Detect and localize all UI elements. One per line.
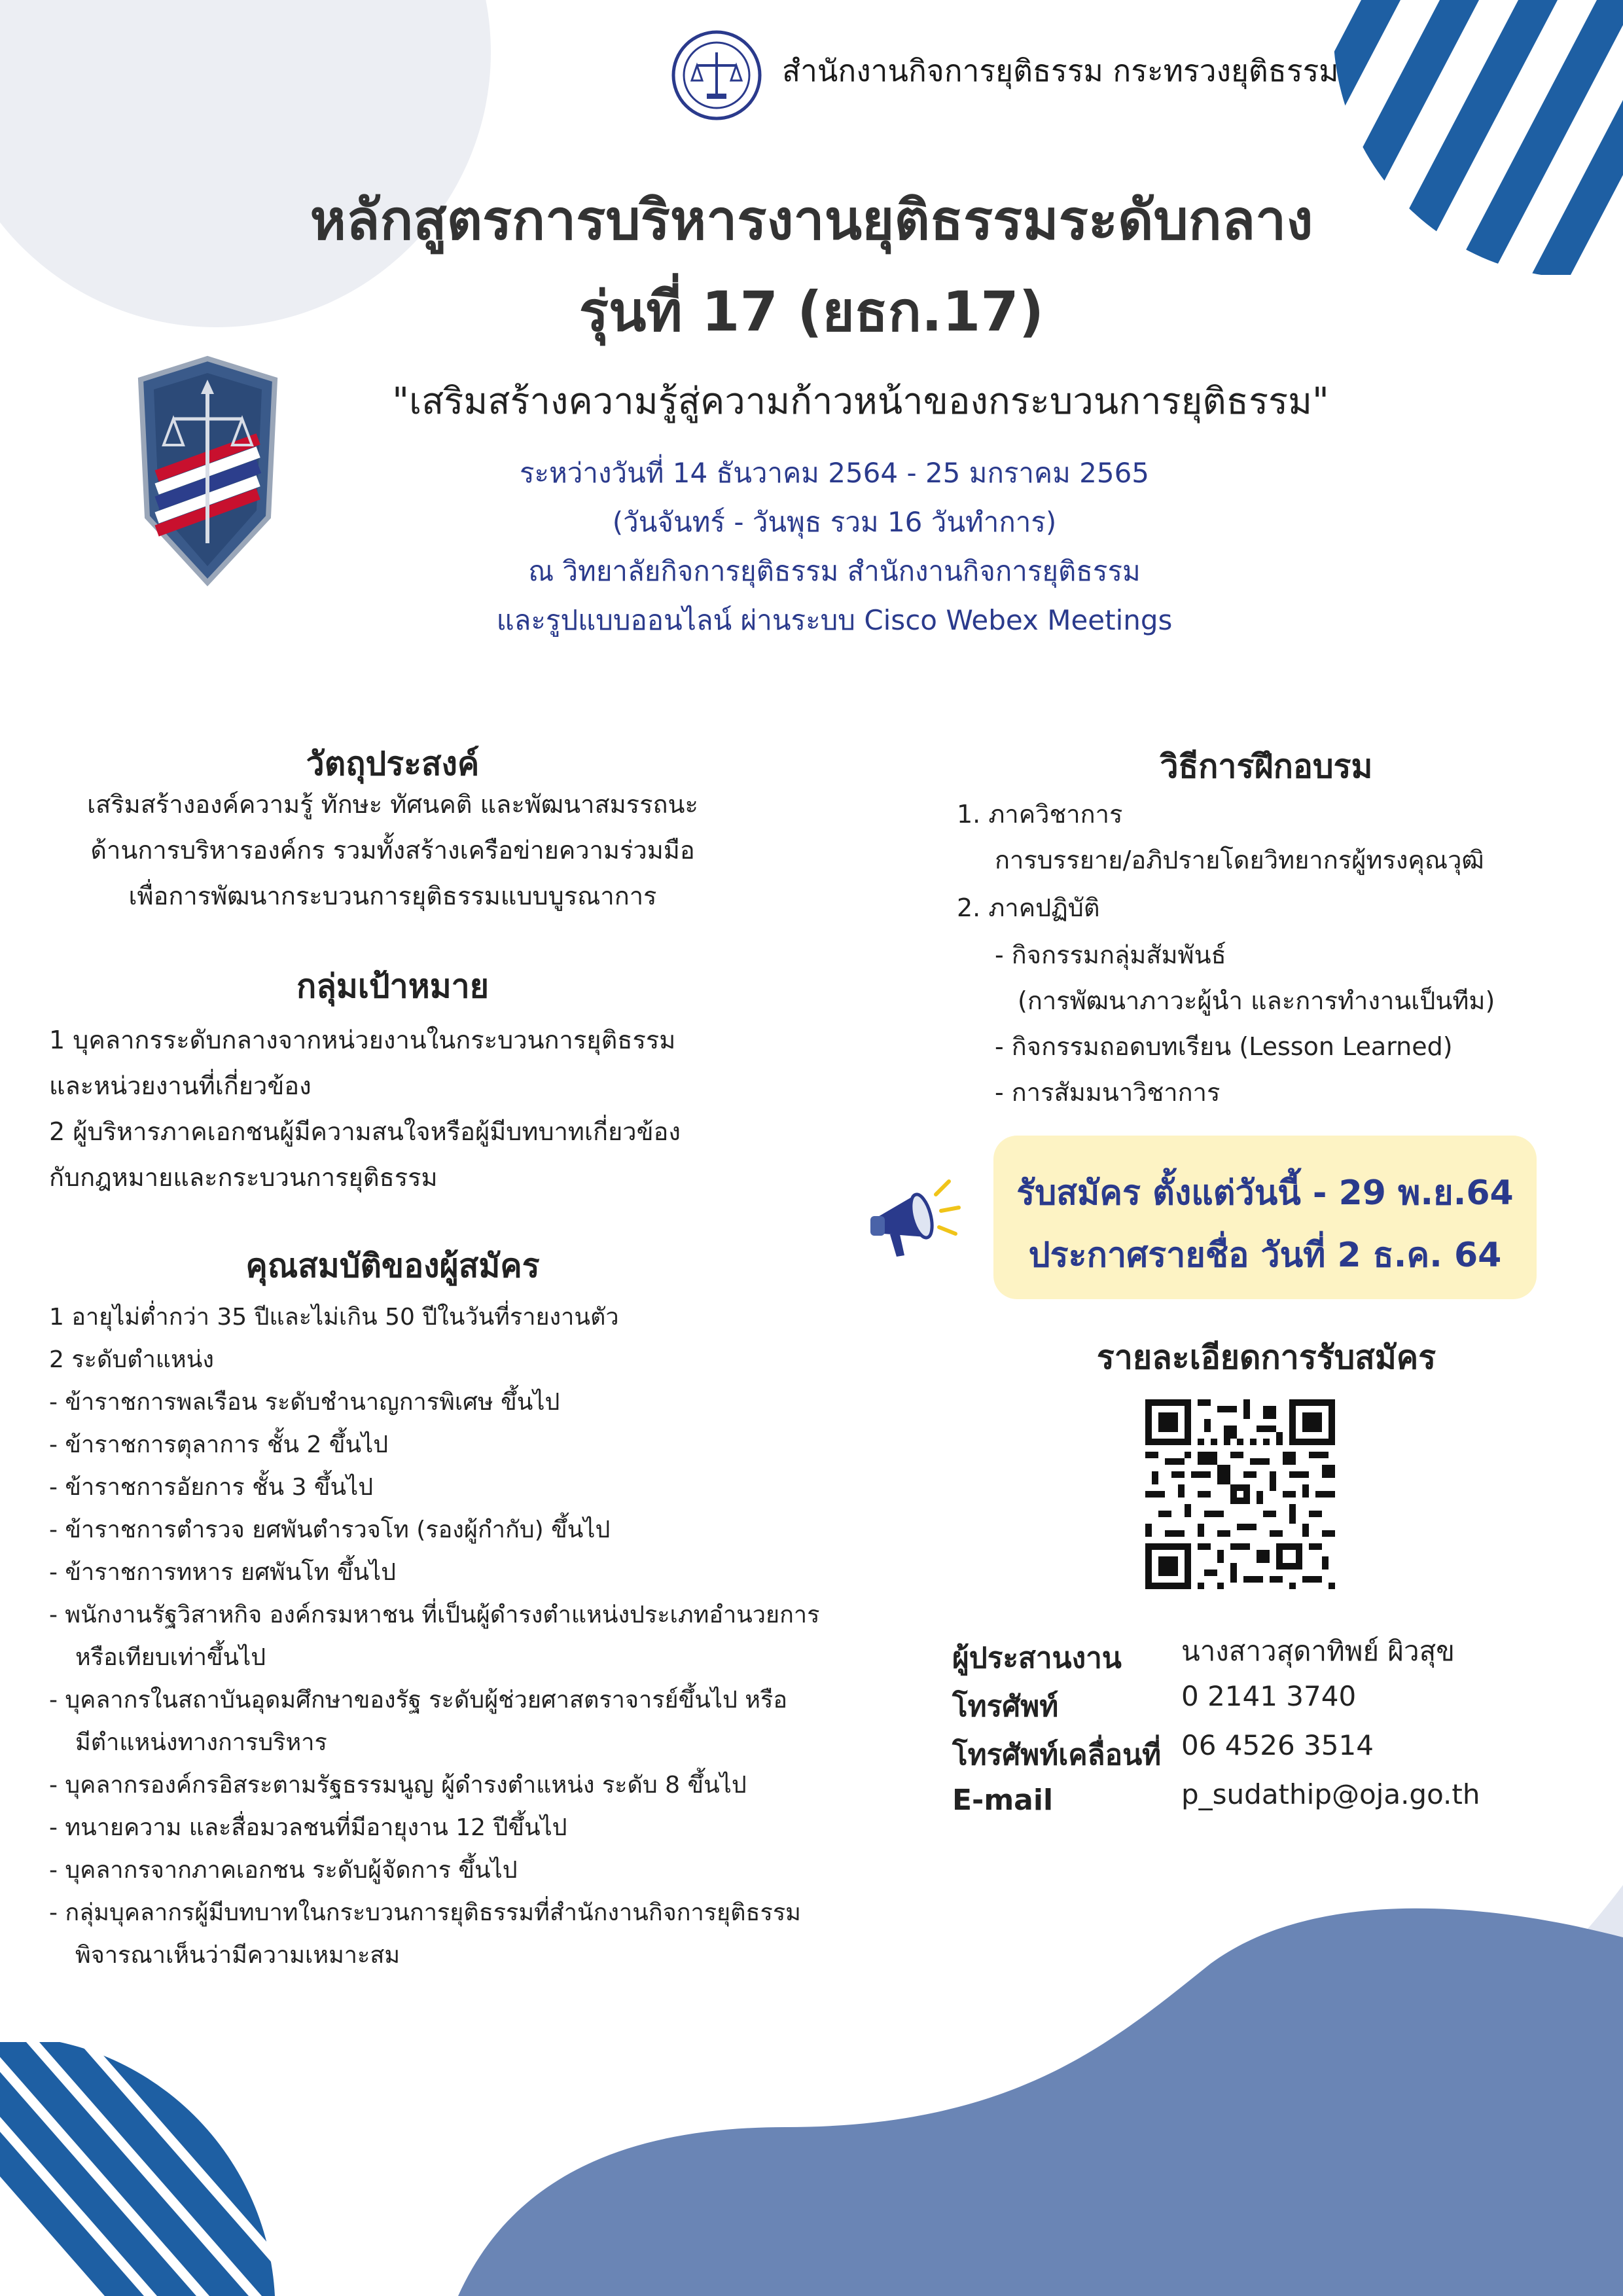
coordinator-value: นางสาวสุดาทิพย์ ผิวสุข — [1181, 1635, 1455, 1667]
slogan: "เสริมสร้างความรู้สู่ความก้าวหน้าของกระบวนการยุติธรรม" — [392, 380, 1329, 423]
qr-code-icon[interactable] — [1145, 1399, 1335, 1589]
target-line: 2 ผู้บริหารภาคเอกชนผู้มีความสนใจหรือผู้มีบทบาทเกี่ยวข้อง — [49, 1117, 681, 1146]
method-line: การบรรยาย/อภิปรายโดยวิทยากรผู้ทรงคุณวุฒิ — [995, 846, 1484, 874]
qualification-line: - บุคลากรองค์กรอิสระตามรัฐธรรมนูญ ผู้ดำรงตำแหน่ง ระดับ 8 ขึ้นไป — [49, 1772, 747, 1799]
coordinator-label: ผู้ประสานงาน — [952, 1641, 1122, 1675]
phone-label: โทรศัพท์ — [952, 1690, 1059, 1723]
qualification-line: หรือเทียบเท่าขึ้นไป — [75, 1644, 266, 1671]
method-line: (การพัฒนาภาวะผู้นำ และการทำงานเป็นทีม) — [1018, 986, 1495, 1015]
objective-heading: วัตถุประสงค์ — [306, 745, 480, 783]
objective-line: เพื่อการพัฒนากระบวนการยุติธรรมแบบบูรณาการ — [128, 882, 657, 910]
method-line: 1. ภาควิชาการ — [957, 800, 1123, 829]
mobile-label: โทรศัพท์เคลื่อนที่ — [952, 1738, 1162, 1772]
phone-value: 0 2141 3740 — [1181, 1680, 1357, 1712]
qualification-line: - ข้าราชการตำรวจ ยศพันตำรวจโท (รองผู้กำกับ) ขึ้นไป — [49, 1516, 611, 1543]
oja-seal-icon — [671, 29, 762, 121]
target-heading: กลุ่มเป้าหมาย — [296, 967, 490, 1005]
course-title: หลักสูตรการบริหารงานยุติธรรมระดับกลาง — [310, 188, 1313, 252]
megaphone-icon — [864, 1172, 962, 1270]
objective-line: เสริมสร้างองค์ความรู้ ทักษะ ทัศนคติ และพัฒนาสมรรถนะ — [87, 790, 698, 819]
qualification-line: - ข้าราชการอัยการ ชั้น 3 ขึ้นไป — [49, 1474, 374, 1501]
qualification-line: - ข้าราชการพลเรือน ระดับชำนาญการพิเศษ ขึ้นไป — [49, 1389, 560, 1416]
org-name: สำนักงานกิจการยุติธรรม กระทรวงยุติธรรม — [782, 53, 1339, 88]
method-line: - การสัมมนาวิชาการ — [995, 1078, 1221, 1107]
method-line: 2. ภาคปฏิบัติ — [957, 893, 1100, 922]
qualification-line: 1 อายุไม่ต่ำกว่า 35 ปีและไม่เกิน 50 ปีในวันที่รายงานตัว — [49, 1304, 619, 1331]
objective-line: ด้านการบริหารองค์กร รวมทั้งสร้างเครือข่ายความร่วมมือ — [90, 836, 695, 865]
info-days: (วันจันทร์ - วันพุธ รวม 16 วันทำการ) — [612, 506, 1057, 538]
bottom-dark-wave — [458, 1909, 1623, 2296]
qualification-line: - ข้าราชการทหาร ยศพันโท ขึ้นไป — [49, 1559, 397, 1586]
info-venue: ณ วิทยาลัยกิจการยุติธรรม สำนักงานกิจการยุติธรรม — [528, 555, 1141, 587]
target-line: 1 บุคลากรระดับกลางจากหน่วยงานในกระบวนการยุติธรรม — [49, 1026, 676, 1054]
qualification-line: พิจารณาเห็นว่ามีความเหมาะสม — [75, 1942, 401, 1969]
info-online: และรูปแบบออนไลน์ ผ่านระบบ Cisco Webex Meetings — [496, 604, 1173, 636]
qualification-line: - บุคลากรในสถาบันอุดมศึกษาของรัฐ ระดับผู้ช่วยศาสตราจารย์ขึ้นไป หรือ — [49, 1687, 787, 1713]
info-date: ระหว่างวันที่ 14 ธันวาคม 2564 - 25 มกราคม 2565 — [519, 457, 1150, 489]
bottom-left-stripes — [0, 2042, 353, 2296]
email-value[interactable]: p_sudathip@oja.go.th — [1181, 1778, 1480, 1810]
method-heading: วิธีการฝึกอบรม — [1160, 747, 1373, 785]
qualification-line: - บุคลากรจากภาคเอกชน ระดับผู้จัดการ ขึ้นไป — [49, 1857, 518, 1884]
registration-details-heading: รายละเอียดการรับสมัคร — [1096, 1338, 1436, 1376]
qualification-line: - ทนายความ และสื่อมวลชนที่มีอายุงาน 12 ปีขึ้นไป — [49, 1814, 567, 1841]
method-line: - กิจกรรมถอดบทเรียน (Lesson Learned) — [995, 1032, 1453, 1061]
email-label: E-mail — [952, 1784, 1054, 1817]
announcement-date: ประกาศรายชื่อ วันที่ 2 ธ.ค. 64 — [1028, 1236, 1502, 1275]
qualification-line: 2 ระดับตำแหน่ง — [49, 1346, 214, 1373]
qualification-heading: คุณสมบัติของผู้สมัคร — [245, 1247, 540, 1285]
target-line: กับกฎหมายและกระบวนการยุติธรรม — [49, 1163, 438, 1192]
qualification-line: มีตำแหน่งทางการบริหาร — [75, 1729, 327, 1756]
target-line: และหน่วยงานที่เกี่ยวข้อง — [49, 1071, 312, 1100]
registration-period: รับสมัคร ตั้งแต่วันนี้ - 29 พ.ย.64 — [1016, 1174, 1514, 1213]
qualification-line: - พนักงานรัฐวิสาหกิจ องค์กรมหาชน ที่เป็นผู้ดำรงตำแหน่งประเภทอำนวยการ — [49, 1602, 820, 1628]
qualification-line: - กลุ่มบุคลากรผู้มีบทบาทในกระบวนการยุติธรรมที่สำนักงานกิจการยุติธรรม — [49, 1899, 801, 1926]
qualification-line: - ข้าราชการตุลาการ ชั้น 2 ขึ้นไป — [49, 1431, 389, 1458]
course-batch: รุ่นที่ 17 (ยธก.17) — [579, 279, 1044, 344]
mobile-value: 06 4526 3514 — [1181, 1729, 1374, 1761]
method-line: - กิจกรรมกลุ่มสัมพันธ์ — [995, 941, 1226, 969]
